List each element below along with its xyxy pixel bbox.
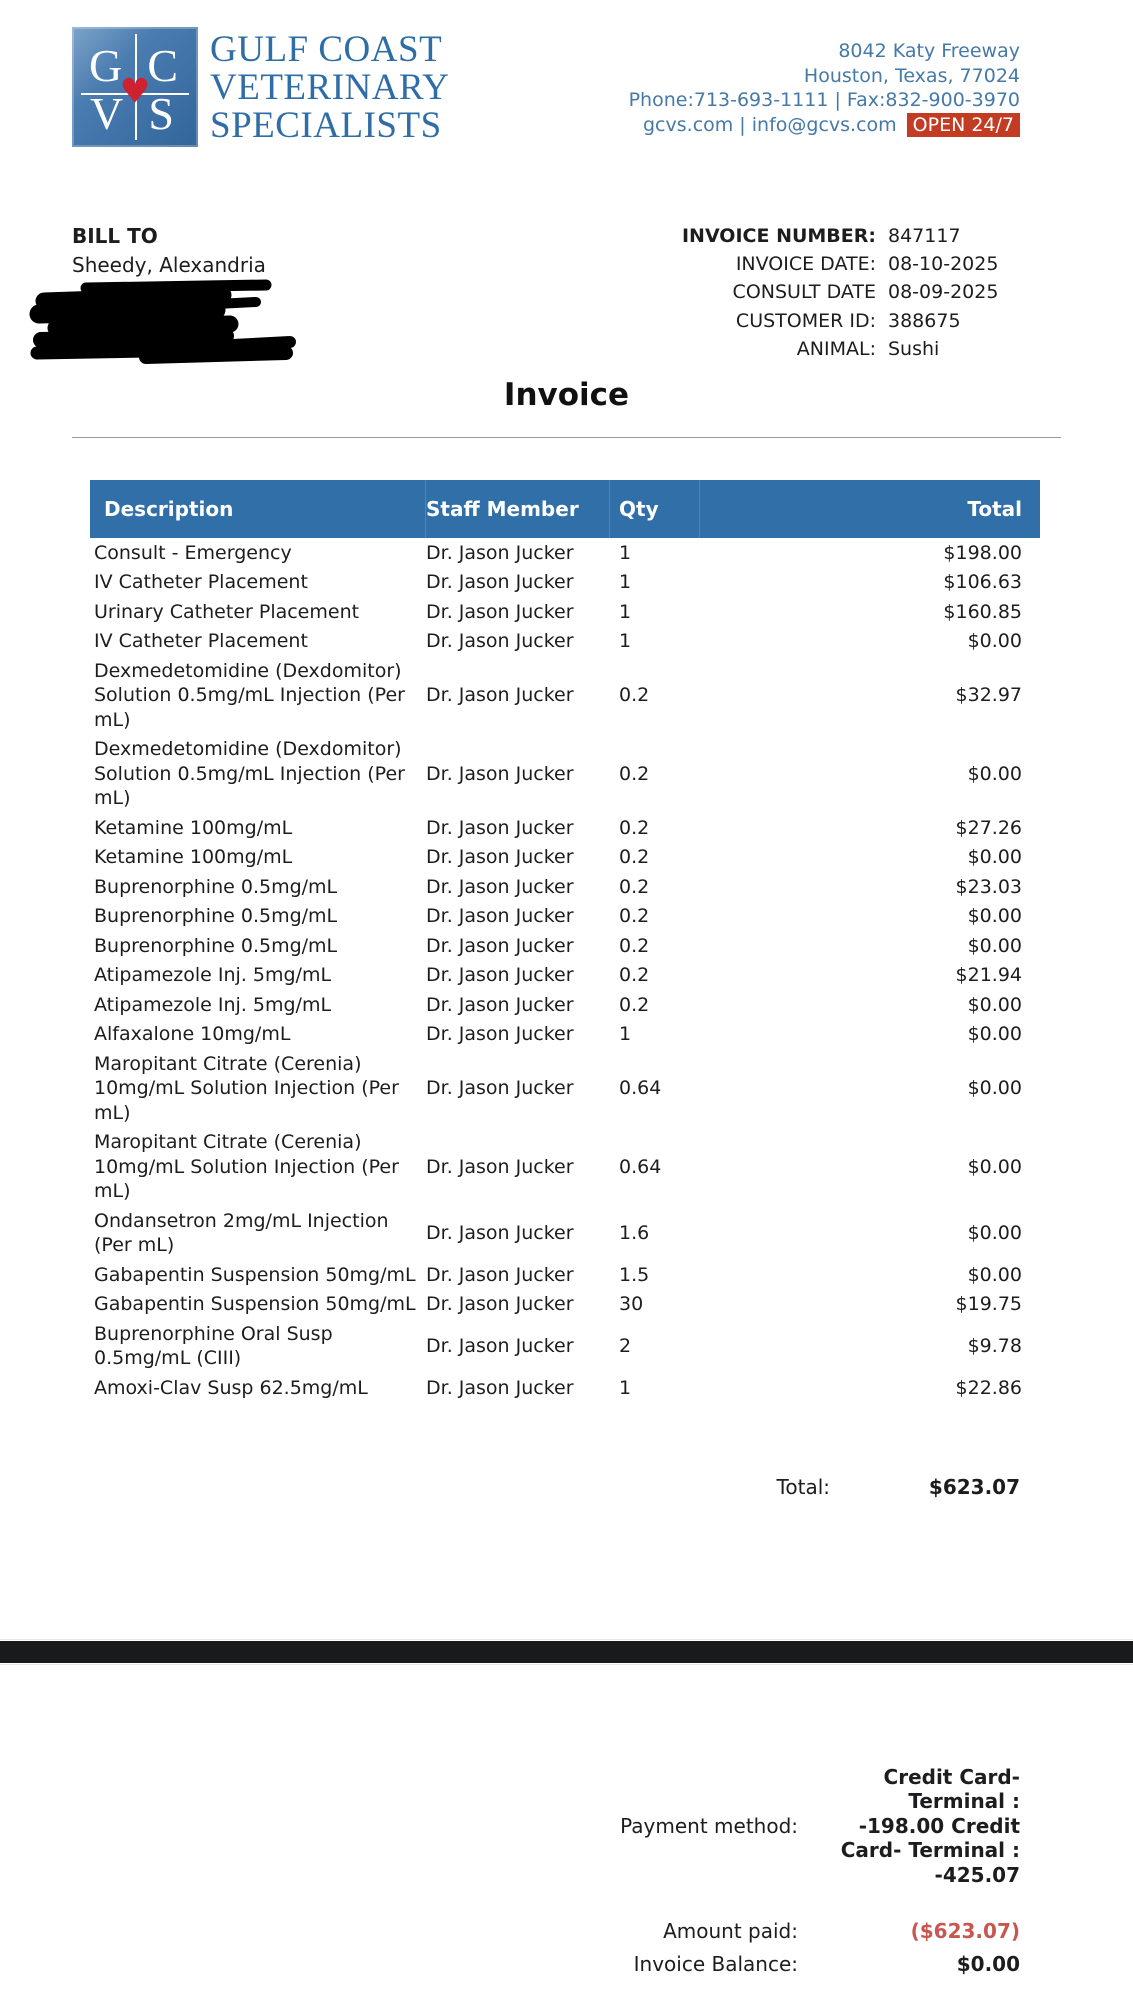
page-break-bar <box>0 1641 1133 1663</box>
cell-total: $23.03 <box>955 875 1022 898</box>
clinic-name <box>210 27 449 145</box>
cell-qty: 1.6 <box>619 1221 650 1244</box>
cell-desc: Dexmedetomidine (Dexdomitor) Solution 0.5mg/mL Injection (Per mL) <box>94 738 405 809</box>
bill-to-block <box>72 224 308 365</box>
clinic-phone-fax: Phone:713-693-1111 | Fax:832-900-3970 <box>628 89 1020 111</box>
table-row <box>90 1319 1040 1373</box>
table-row <box>90 1260 1040 1290</box>
billing-section <box>0 224 1133 365</box>
cell-total: $0.00 <box>967 993 1022 1016</box>
cell-total: $0.00 <box>967 762 1022 785</box>
meta-label-invoice-number: INVOICE NUMBER: <box>681 225 876 247</box>
clinic-logo <box>72 27 449 147</box>
cell-staff: Dr. Jason Jucker <box>426 1376 574 1399</box>
clinic-name-line2: VETERINARY <box>210 67 450 108</box>
cell-qty: 0.2 <box>619 762 650 785</box>
cell-desc: IV Catheter Placement <box>94 571 308 593</box>
heart-icon: ♥ <box>119 71 151 112</box>
cell-qty: 1 <box>619 600 632 623</box>
payment-section <box>0 1765 1133 1977</box>
cell-qty: 0.2 <box>619 846 650 868</box>
table-row <box>90 1049 1040 1128</box>
column-header-total: Total <box>967 497 1022 521</box>
cell-staff: Dr. Jason Jucker <box>426 816 574 839</box>
cell-qty: 1 <box>619 1023 632 1045</box>
table-row <box>90 902 1040 932</box>
cell-desc: IV Catheter Placement <box>94 630 308 652</box>
invoice-balance-label: Invoice Balance: <box>633 1951 798 1976</box>
cell-total: $32.97 <box>955 684 1022 706</box>
page-break <box>0 1639 1133 1665</box>
amount-paid-value: ($623.07) <box>910 1919 1020 1943</box>
table-row <box>90 990 1040 1020</box>
redacted-address-scribble <box>28 279 308 365</box>
clinic-contact-block <box>629 27 1020 137</box>
cell-qty: 1 <box>619 571 632 593</box>
meta-label-customer-id: CUSTOMER ID: <box>735 309 876 332</box>
table-row <box>90 656 1040 735</box>
totals-row <box>0 1475 1133 1499</box>
cell-qty: 1 <box>619 630 632 652</box>
clinic-address-line1: 8042 Katy Freeway <box>838 40 1020 62</box>
cell-total: $21.94 <box>955 964 1022 986</box>
cell-total: $0.00 <box>967 1077 1022 1099</box>
meta-value-animal: Sushi <box>888 337 940 360</box>
cell-total: $0.00 <box>967 934 1022 957</box>
cell-staff: Dr. Jason Jucker <box>426 846 574 868</box>
title-divider <box>72 437 1061 438</box>
logo-letter-v: V <box>90 88 124 139</box>
cell-total: $198.00 <box>943 541 1022 564</box>
cell-staff: Dr. Jason Jucker <box>426 1155 574 1178</box>
cell-desc: Buprenorphine 0.5mg/mL <box>94 905 338 927</box>
meta-value-invoice-number: 847117 <box>888 225 961 247</box>
table-row <box>90 843 1040 873</box>
cell-total: $19.75 <box>955 1293 1022 1315</box>
cell-staff: Dr. Jason Jucker <box>426 1077 574 1099</box>
cell-staff: Dr. Jason Jucker <box>426 1023 574 1045</box>
invoice-meta <box>682 224 1020 365</box>
meta-value-customer-id: 388675 <box>888 309 961 332</box>
bill-to-name: Sheedy, Alexandria <box>72 253 266 277</box>
column-header-qty: Qty <box>610 480 700 538</box>
payment-method-text: Credit Card- Terminal : -198.00 Credit Card- Terminal : -425.07 <box>840 1764 1020 1887</box>
logo-letter-s: S <box>148 88 174 139</box>
table-row <box>90 813 1040 843</box>
cell-desc: Ketamine 100mg/mL <box>94 846 293 868</box>
cell-desc: Ondansetron 2mg/mL Injection (Per mL) <box>94 1209 389 1256</box>
table-row <box>90 627 1040 657</box>
open-247-badge: OPEN 24/7 <box>907 113 1020 138</box>
cell-total: $22.86 <box>955 1376 1022 1399</box>
cell-qty: 0.2 <box>619 816 650 839</box>
table-row <box>90 735 1040 814</box>
logo-letter-c: C <box>147 40 178 91</box>
clinic-address-line2: Houston, Texas, 77024 <box>803 64 1020 87</box>
cell-qty: 0.64 <box>619 1155 662 1178</box>
meta-value-consult-date: 08-09-2025 <box>888 281 999 304</box>
cell-desc: Buprenorphine 0.5mg/mL <box>94 934 338 957</box>
table-row <box>90 931 1040 961</box>
cell-staff: Dr. Jason Jucker <box>426 571 574 593</box>
invoice-balance-row <box>0 1952 1133 1977</box>
cell-qty: 1 <box>619 1376 632 1399</box>
table-row <box>90 597 1040 627</box>
meta-label-animal: ANIMAL: <box>796 337 876 360</box>
invoice-balance-value: $0.00 <box>956 1951 1020 1976</box>
payment-method-label: Payment method: <box>620 1813 798 1838</box>
clinic-web-email: gcvs.com | info@gcvs.com <box>643 113 897 136</box>
cell-total: $0.00 <box>967 1263 1022 1286</box>
cell-staff: Dr. Jason Jucker <box>426 964 574 986</box>
cell-desc: Buprenorphine Oral Susp 0.5mg/mL (CIII) <box>94 1322 333 1369</box>
line-items-table <box>90 480 1040 1403</box>
cell-qty: 0.2 <box>619 905 650 927</box>
cell-qty: 1.5 <box>619 1263 650 1286</box>
page-title: Invoice <box>503 377 630 413</box>
cell-staff: Dr. Jason Jucker <box>426 600 574 623</box>
cell-total: $0.00 <box>967 1221 1022 1244</box>
table-row <box>90 538 1040 568</box>
meta-label-consult-date: CONSULT DATE <box>732 281 876 304</box>
cell-total: $0.00 <box>967 1155 1022 1178</box>
cell-staff: Dr. Jason Jucker <box>426 993 574 1016</box>
cell-total: $27.26 <box>955 816 1022 839</box>
invoice-header <box>0 0 1133 147</box>
bill-to-label: BILL TO <box>72 224 158 248</box>
cell-staff: Dr. Jason Jucker <box>426 630 574 652</box>
column-header-description: Description <box>90 480 426 538</box>
cell-staff: Dr. Jason Jucker <box>426 875 574 898</box>
table-row <box>90 961 1040 991</box>
cell-desc: Ketamine 100mg/mL <box>94 816 293 839</box>
cell-staff: Dr. Jason Jucker <box>426 1221 574 1244</box>
total-label: Total: <box>776 1474 830 1499</box>
payment-method-value <box>798 1765 1020 1888</box>
cell-total: $106.63 <box>943 571 1022 593</box>
page-break-hairline-bottom <box>0 1664 1133 1665</box>
cell-desc: Consult - Emergency <box>94 541 292 564</box>
table-row <box>90 1020 1040 1050</box>
payment-method-row <box>0 1765 1133 1888</box>
table-row <box>90 568 1040 598</box>
logo-letter-g: G <box>89 40 123 91</box>
cell-desc: Atipamezole Inj. 5mg/mL <box>94 993 332 1016</box>
table-row <box>90 1290 1040 1320</box>
column-header-staff: Staff Member <box>426 480 610 538</box>
clinic-name-line1: GULF COAST <box>210 29 443 70</box>
cell-desc: Gabapentin Suspension 50mg/mL <box>94 1263 416 1286</box>
table-row <box>90 1373 1040 1403</box>
gcvs-logo-icon <box>72 27 198 147</box>
cell-qty: 0.2 <box>619 964 650 986</box>
total-value: $623.07 <box>928 1474 1020 1499</box>
cell-total: $160.85 <box>943 600 1022 623</box>
cell-desc: Alfaxalone 10mg/mL <box>94 1023 291 1045</box>
cell-desc: Buprenorphine 0.5mg/mL <box>94 875 338 898</box>
cell-staff: Dr. Jason Jucker <box>426 1263 574 1286</box>
cell-qty: 1 <box>619 541 632 564</box>
cell-desc: Dexmedetomidine (Dexdomitor) Solution 0.5mg/mL Injection (Per mL) <box>94 659 405 731</box>
cell-total: $0.00 <box>967 630 1022 652</box>
cell-desc: Atipamezole Inj. 5mg/mL <box>94 964 332 986</box>
cell-qty: 0.2 <box>619 993 650 1016</box>
cell-qty: 0.64 <box>619 1077 662 1099</box>
cell-staff: Dr. Jason Jucker <box>426 1334 574 1357</box>
cell-qty: 0.2 <box>619 875 650 898</box>
meta-value-invoice-date: 08-10-2025 <box>888 253 999 276</box>
clinic-web-row <box>629 113 1020 138</box>
meta-label-invoice-date: INVOICE DATE: <box>735 253 876 276</box>
cell-total: $9.78 <box>967 1334 1022 1357</box>
cell-desc: Amoxi-Clav Susp 62.5mg/mL <box>94 1376 368 1399</box>
page-break-hairline-top <box>0 1639 1133 1640</box>
cell-staff: Dr. Jason Jucker <box>426 1293 574 1315</box>
cell-qty: 30 <box>619 1293 644 1315</box>
cell-staff: Dr. Jason Jucker <box>426 684 574 706</box>
amount-paid-row <box>0 1919 1133 1944</box>
cell-desc: Maropitant Citrate (Cerenia) 10mg/mL Solution Injection (Per mL) <box>94 1052 399 1124</box>
cell-desc: Urinary Catheter Placement <box>94 600 360 623</box>
cell-desc: Maropitant Citrate (Cerenia) 10mg/mL Solution Injection (Per mL) <box>94 1131 399 1202</box>
clinic-name-line3: SPECIALISTS <box>210 105 442 146</box>
cell-qty: 0.2 <box>619 684 650 706</box>
table-row <box>90 1128 1040 1207</box>
cell-total: $0.00 <box>967 905 1022 927</box>
cell-desc: Gabapentin Suspension 50mg/mL <box>94 1293 416 1315</box>
cell-qty: 0.2 <box>619 934 650 957</box>
cell-qty: 2 <box>619 1334 632 1357</box>
cell-staff: Dr. Jason Jucker <box>426 762 574 785</box>
cell-staff: Dr. Jason Jucker <box>426 905 574 927</box>
table-header-row <box>90 480 1040 538</box>
table-row <box>90 1206 1040 1260</box>
cell-total: $0.00 <box>967 846 1022 868</box>
cell-staff: Dr. Jason Jucker <box>426 541 574 564</box>
table-row <box>90 872 1040 902</box>
cell-staff: Dr. Jason Jucker <box>426 934 574 957</box>
amount-paid-label: Amount paid: <box>663 1919 798 1944</box>
cell-total: $0.00 <box>967 1023 1022 1045</box>
invoice-table-body <box>90 538 1040 1403</box>
